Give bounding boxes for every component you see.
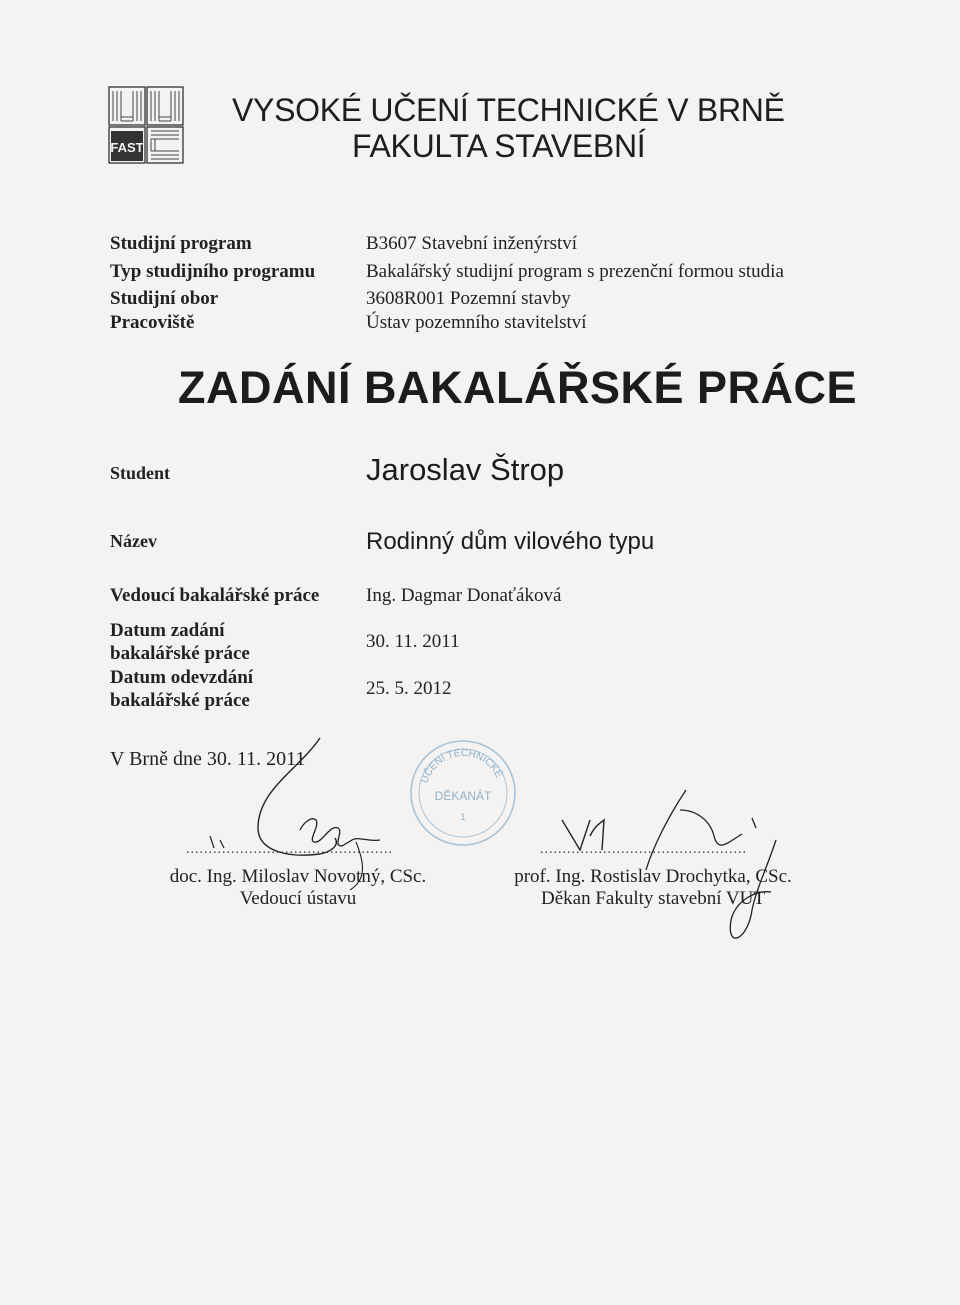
- right-signature: [556, 780, 826, 950]
- field-value: 3608R001 Pozemní stavby: [366, 288, 571, 309]
- submission-date-label-2: bakalářské práce: [110, 690, 250, 711]
- program-type-label: Typ studijního programu: [110, 261, 316, 282]
- university-logo: [108, 86, 184, 164]
- student-label: Student: [110, 463, 171, 483]
- assigned-date-label-2: bakalářské práce: [110, 643, 250, 664]
- bleed-through-text: [600, 160, 860, 336]
- thesis-title: Rodinný dům vilového typu: [366, 528, 655, 555]
- right-signature-line: ..............................................: [540, 842, 747, 857]
- supervisor-name: Ing. Dagmar Donaťáková: [366, 585, 562, 606]
- student-name: Jaroslav Štrop: [366, 452, 565, 487]
- department-value: Ústav pozemního stavitelství: [366, 312, 587, 333]
- submission-date-label-1: Datum odevzdání: [110, 667, 254, 688]
- official-stamp: [408, 738, 518, 848]
- faculty-name: FAKULTA STAVEBNÍ: [352, 128, 646, 164]
- program-value: B3607 Stavební inženýrství: [366, 233, 578, 254]
- supervisor-label: Vedoucí bakalářské práce: [110, 585, 320, 606]
- left-signature-line: ..............................................: [186, 842, 393, 857]
- field-label: Studijní obor: [110, 288, 219, 309]
- head-of-department-role: Vedoucí ústavu: [239, 888, 357, 909]
- thesis-title-label: Název: [110, 531, 157, 551]
- program-type-value: Bakalářský studijní program s prezenční formou studia: [366, 261, 784, 282]
- assigned-date-label-1: Datum zadání: [110, 620, 225, 641]
- stamp-center-text: DĚKANÁT: [434, 789, 492, 803]
- head-of-department-name: doc. Ing. Miloslav Novotný, CSc.: [169, 866, 427, 887]
- program-label: Studijní program: [110, 233, 252, 254]
- department-label: Pracoviště: [110, 312, 195, 333]
- stamp-number: 1: [460, 812, 466, 822]
- assigned-date: 30. 11. 2011: [366, 631, 460, 652]
- stamp-arc-text: UČENÍ TECHNICKÉ: [419, 747, 505, 785]
- submission-date: 25. 5. 2012: [366, 678, 452, 699]
- university-name: VYSOKÉ UČENÍ TECHNICKÉ V BRNĚ: [232, 92, 785, 128]
- dean-name: prof. Ing. Rostislav Drochytka, CSc.: [514, 866, 792, 887]
- document-title: ZADÁNÍ BAKALÁŘSKÉ PRÁCE: [178, 362, 858, 413]
- place-date: V Brně dne 30. 11. 2011: [110, 748, 306, 770]
- dean-role: Děkan Fakulty stavební VUT: [541, 888, 765, 909]
- logo-text: FAST: [110, 140, 144, 155]
